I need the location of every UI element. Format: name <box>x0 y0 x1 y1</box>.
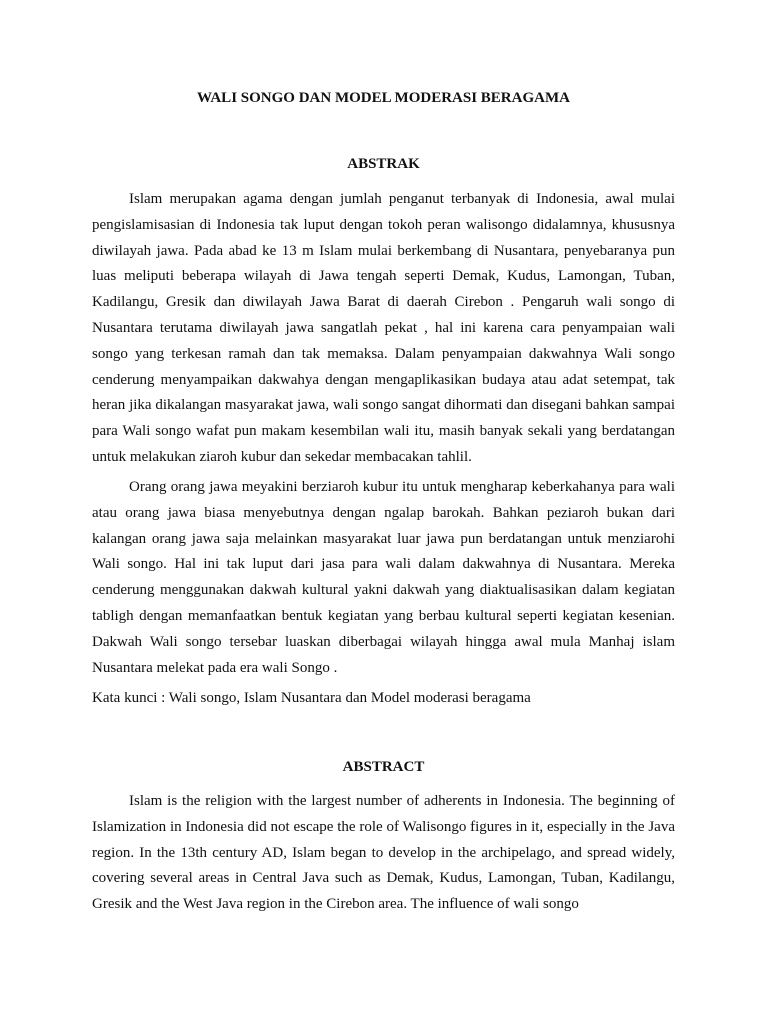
abstrak-paragraph-2: Orang orang jawa meyakini berziaroh kubur itu untuk mengharap keberkahanya para wali atau orang jawa biasa menyebutnya dengan ngalap barokah. Bahkan peziaroh bukan dari kalangan orang jawa saja melainkan masyarakat luar jawa pun berdatangan untuk menziarohi Wali songo. Hal ini tak luput dari jasa para wali dalam dakwahnya di Nusantara. Mereka cenderung menggunakan dakwah kultural yakni dakwah yang diaktualisasikan dalam kegiatan tabligh dengan memanfaatkan bentuk kegiatan yang berbau kultural seperti kegiatan kesenian. Dakwah Wali songo tersebar luaskan diberbagai wilayah hingga awal mula Manhaj islam Nusantara melekat pada era wali Songo . <box>92 479 675 676</box>
abstrak-paragraph-1: Islam merupakan agama dengan jumlah penganut terbanyak di Indonesia, awal mulai pengislamisasian di Indonesia tak luput dengan tokoh peran walisongo didalamnya, khususnya diwilayah jawa. Pada abad ke 13 m Islam mulai berkembang di Nusantara, penyebaranya pun luas meliputi beberapa wilayah di Jawa tengah seperti Demak, Kudus, Lamongan, Tuban, Kadilangu, Gresik dan diwilayah Jawa Barat di daerah Cirebon . Pengaruh wali songo di Nusantara terutama diwilayah jawa sangatlah pekat , hal ini karena cara penyampaian wali songo yang terkesan ramah dan tak memaksa. Dalam penyampaian dakwahnya Wali songo cenderung menyampaikan dakwahya dengan mengaplikasikan budaya atau adat setempat, tak heran jika dikalangan masyarakat jawa, wali songo sangat dihormati dan disegani bahkan sampai para Wali songo wafat pun makam kesembilan wali itu, masih banyak sekali yang berdatangan untuk melakukan ziaroh kubur dan sekedar membacakan tahlil. <box>92 191 675 465</box>
abstract-paragraph: Islam is the religion with the largest number of adherents in Indonesia. The beginning of Islamization in Indonesia did not escape the role of Walisongo figures in it, especially in the Java region. In the 13th century AD, Islam began to develop in the archipelago, and spread widely, covering several areas in Central Java such as Demak, Kudus, Lamongan, Tuban, Kadilangu, Gresik and the West Java region in the Cirebon area. The influence of wali songo <box>92 793 675 913</box>
keywords-line: Kata kunci : Wali songo, Islam Nusantara dan Model moderasi beragama <box>92 690 531 706</box>
document-title: WALI SONGO DAN MODEL MODERASI BERAGAMA <box>197 90 570 106</box>
abstrak-heading: ABSTRAK <box>347 156 420 172</box>
document-page <box>92 0 675 1024</box>
abstract-heading: ABSTRACT <box>342 759 425 775</box>
